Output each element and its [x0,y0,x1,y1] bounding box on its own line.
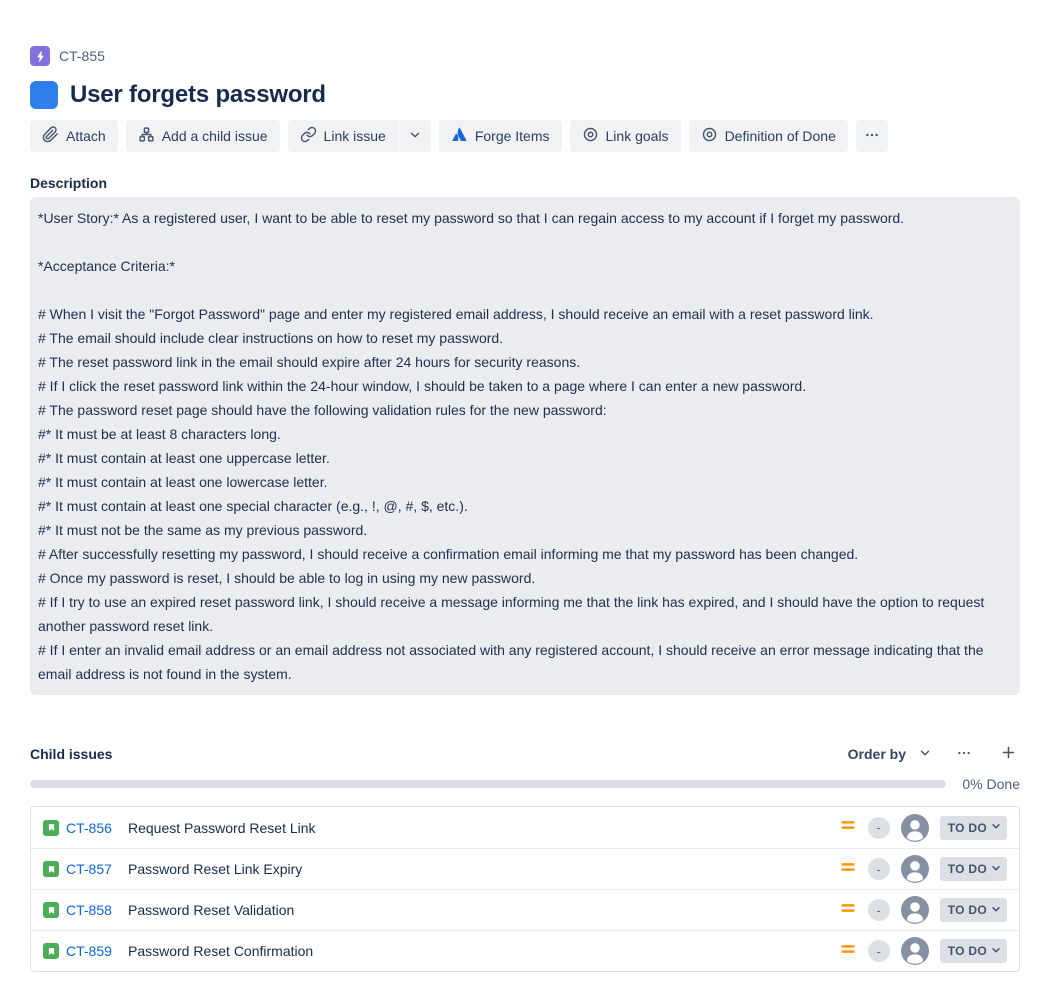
description-line: #* It must contain at least one uppercase letter. [38,450,330,466]
hierarchy-icon [138,126,155,146]
attach-label: Attach [66,128,106,144]
description-line: # The password reset page should have the following validation rules for the new password: [38,402,607,418]
assignee-avatar[interactable] [901,855,929,883]
link-issue-label: Link issue [323,128,386,144]
status-label: TO DO [947,862,987,876]
child-issue-summary[interactable]: Password Reset Validation [128,902,295,918]
description-field[interactable] [30,197,1020,695]
page-title[interactable]: User forgets password [70,81,326,108]
description-line: # When I visit the "Forgot Password" page and enter my registered email address, I should receive an email with a reset password link. [38,306,874,322]
status-dropdown[interactable] [940,898,1007,922]
progress-text: 0% Done [962,776,1020,792]
definition-of-done-label: Definition of Done [724,128,836,144]
issue-color-swatch-icon [30,81,58,109]
child-issue-summary[interactable]: Request Password Reset Link [128,819,316,836]
estimate-badge[interactable]: - [868,940,890,962]
description-line: #* It must contain at least one lowercase letter. [38,474,328,490]
add-child-issue-label: Add a child issue [161,128,268,144]
priority-medium-icon[interactable] [839,816,857,839]
goal-target-icon [582,126,599,146]
lightning-icon [34,50,47,63]
progress-row [30,776,1020,792]
assignee-avatar[interactable] [901,937,929,965]
status-label: TO DO [947,903,987,917]
description-line: # After successfully resetting my password, I should receive a confirmation email informing me that my password has been changed. [38,546,859,562]
description-line: # If I click the reset password link within the 24-hour window, I should be taken to a page where I can enter a new password. [38,378,807,394]
child-issue-key[interactable]: CT-856 [66,819,112,836]
child-issue-row[interactable] [31,889,1019,930]
child-issues-header [30,742,1020,766]
priority-medium-icon[interactable] [839,940,857,963]
description-line: *Acceptance Criteria:* [38,258,175,274]
status-label: TO DO [947,944,987,958]
add-child-issue-button[interactable] [126,120,280,152]
title-row [30,81,1015,109]
description-line: #* It must be at least 8 characters long. [38,426,281,442]
order-by-dropdown[interactable] [848,746,932,763]
child-issues-actions [848,742,1020,766]
estimate-badge[interactable]: - [868,858,890,880]
child-issue-summary[interactable]: Password Reset Confirmation [128,943,314,959]
status-dropdown[interactable] [940,857,1007,881]
description-line: # Once my password is reset, I should be able to log in using my new password. [38,570,536,586]
story-type-icon [43,820,59,836]
link-goals-label: Link goals [605,128,669,144]
estimate-badge[interactable]: - [868,899,890,921]
child-issue-controls [839,937,1007,965]
status-label: TO DO [947,820,987,835]
link-issue-split-button [288,120,431,152]
priority-medium-icon[interactable] [839,899,857,922]
description-line: *User Story:* As a registered user, I want to be able to reset my password so that I can regain access to my account if I forget my password. [38,210,905,226]
link-icon [300,126,317,146]
story-type-icon [43,861,59,877]
priority-medium-icon[interactable] [839,858,857,881]
child-issue-row[interactable] [31,930,1019,971]
epic-type-icon[interactable] [30,46,50,66]
chevron-down-icon [989,861,1003,878]
story-type-icon [43,902,59,918]
paperclip-icon [42,126,59,146]
status-dropdown[interactable] [940,816,1007,840]
story-type-icon [43,943,59,959]
child-issue-row[interactable] [31,807,1019,848]
assignee-avatar[interactable] [901,814,929,842]
chevron-down-icon [989,819,1003,836]
forge-items-label: Forge Items [474,128,550,144]
forge-items-button[interactable] [439,120,562,152]
attach-button[interactable] [30,120,118,152]
child-issues-list [30,806,1020,972]
ellipsis-icon [956,745,972,764]
child-issue-key[interactable]: CT-857 [66,861,112,877]
child-issue-row[interactable] [31,848,1019,889]
child-issue-controls [839,896,1007,924]
description-line: #* It must contain at least one special character (e.g., !, @, #, $, etc.). [38,498,468,514]
description-line: # If I enter an invalid email address or an email address not associated with any registered account, I should receive an error message indicating that the email address is not found in the system. [38,642,988,682]
add-child-issue-plus-button[interactable] [996,742,1020,766]
chevron-down-icon [918,746,932,763]
definition-of-done-button[interactable] [689,120,848,152]
child-issues-label: Child issues [30,746,113,762]
order-by-label: Order by [847,746,906,762]
link-issue-button[interactable] [288,120,398,152]
toolbar [30,120,1015,152]
child-issue-key[interactable]: CT-859 [66,943,112,959]
child-issue-controls [839,855,1007,883]
chevron-down-icon [989,943,1003,960]
description-line: #* It must not be the same as my previous password. [38,522,368,538]
child-issue-summary[interactable]: Password Reset Link Expiry [128,861,303,877]
plus-icon [1000,744,1017,764]
assignee-avatar[interactable] [901,896,929,924]
status-dropdown[interactable] [940,939,1007,963]
child-issues-more-button[interactable] [952,742,976,766]
description-line: # If I try to use an expired reset password link, I should receive a message informing me that the link has expired, and I should have the option to request another password reset link. [38,594,989,634]
description-line [38,278,1012,302]
chevron-down-icon [989,902,1003,919]
link-goals-button[interactable] [570,120,681,152]
more-actions-button[interactable] [856,120,888,152]
link-issue-dropdown-button[interactable] [399,120,431,152]
description-label: Description [30,175,108,191]
description-line: # The reset password link in the email should expire after 24 hours for security reasons. [38,354,581,370]
ellipsis-icon [864,127,880,146]
goal-target-icon [701,126,718,146]
atlassian-logo-icon [451,126,468,146]
breadcrumb [30,46,1015,66]
breadcrumb-issue-key[interactable]: CT-855 [59,48,105,64]
description-line [38,230,1012,254]
child-issue-controls [839,814,1007,842]
child-issue-key[interactable]: CT-858 [66,902,112,918]
estimate-badge[interactable]: - [868,817,890,839]
progress-bar [30,780,946,788]
chevron-down-icon [408,128,422,145]
description-line: # The email should include clear instructions on how to reset my password. [38,330,504,346]
